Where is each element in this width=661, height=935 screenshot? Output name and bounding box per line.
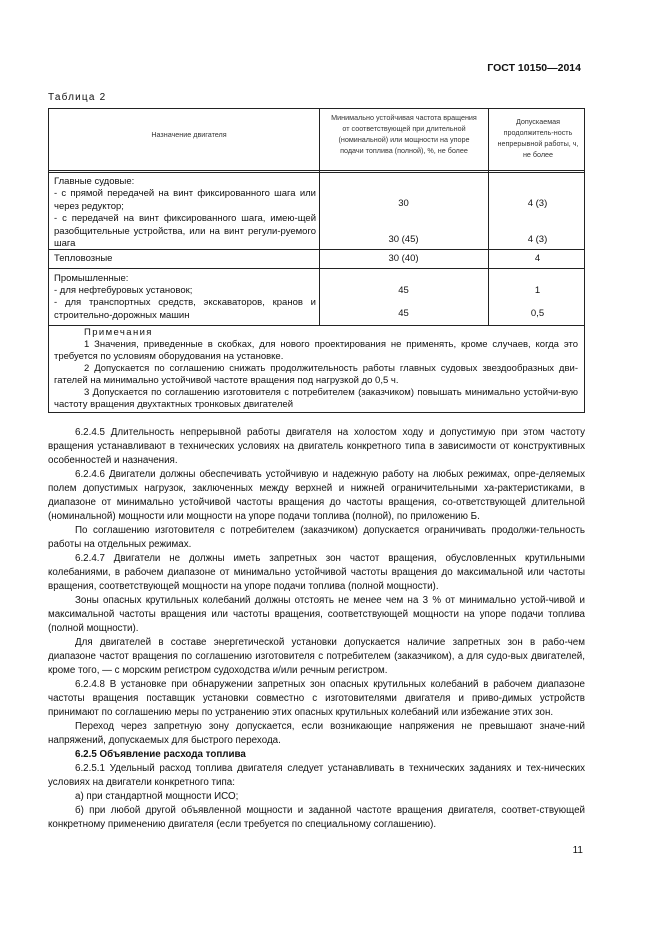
table-2 [48, 108, 585, 413]
list-item-a: а) при стандартной мощности ИСО; [75, 791, 239, 802]
para-transition: Переход через запретную зону допускается, если возникающие напряжения не превышают значе-ний напряжений, допускаемых для быстрого перехода. [48, 721, 585, 746]
table-rule [49, 268, 584, 269]
cell-ship-clutch-duration: 4 (3) [527, 234, 548, 245]
table-rule [49, 325, 584, 326]
body-text [48, 426, 585, 832]
cell-drilling-duration: 1 [534, 285, 541, 296]
col-header-duration: Допускаемая продолжитель-ность непрерывной работы, ч, не более [497, 117, 579, 159]
cell-transport-speed: 45 [398, 308, 409, 319]
row-industrial-title: Промышленные: [54, 273, 129, 284]
cell-transport-duration: 0,5 [530, 308, 545, 319]
para-6-2-4-6: 6.2.4.6 Двигатели должны обеспечивать устойчивую и надежную работу на любых режимах, опре-деляемых полем допустимых нагрузок, заключенных между верхней и нижней ограничительными ха-рактеристиками, в диапазоне от минимально устойчивой частоты вращения до частоты вращения, со-ответствующей длительной (номинальной) мощности или мощности на упоре подачи топлива (полной), по приложению Б. [48, 469, 585, 522]
note-1: 1 Значения, приведенные в скобках, для нового проектирования не применять, кроме случаев, когда это требуется по условиям оборудования на установке. [54, 339, 578, 363]
row-industrial-drilling: - для нефтебуровых установок; [54, 285, 193, 296]
para-danger-zones: Зоны опасных крутильных колебаний должны отстоять не менее чем на 3 % от минимально устой-чивой и максимальной частоты вращения или частоты вращения, соответствующей мощности на упоре подачи топлива (полной мощности). [48, 595, 585, 634]
cell-ship-clutch-speed: 30 (45) [388, 234, 419, 245]
row-locomotive: Тепловозные [54, 253, 113, 264]
col-header-purpose: Назначение двигателя [151, 130, 227, 139]
list-item-b: б) при любой другой объявленной мощности и заданной частоте вращения двигателя, соответ-ствующей конкретному применению двигателя (если требуется по специальному соглашению). [48, 805, 585, 830]
para-6-2-5-1: 6.2.5.1 Удельный расход топлива двигателя следует устанавливать в технических заданиях и тех-нических условиях на двигатели конкретного типа: [48, 763, 585, 788]
cell-ship-direct-speed: 30 [398, 198, 409, 209]
para-6-2-4-8: 6.2.4.8 В установке при обнаружении запретных зон опасных крутильных колебаний в рабочем диапазоне частоты вращения поставщик установки совместно с изготовителями двигателя и приво-димых устройств принимают по соглашению меры по устранению этих опасных крутильных колебаний или избежание этих зон. [48, 679, 585, 718]
note-2: 2 Допускается по соглашению снижать продолжительность работы главных судовых звездообразных дви-гателей на минимально устойчивой частоте вращения под нагрузкой до 0,5 ч. [54, 363, 578, 387]
para-6-2-4-5: 6.2.4.5 Длительность непрерывной работы двигателя на холостом ходу и допустимую при этом частоту вращения устанавливают в технических условиях на двигатель конкретного типа в зависимости от конструктивных особенностей и назначения. [48, 427, 585, 466]
table-rule [49, 172, 584, 173]
notes-title: Примечания [84, 327, 153, 338]
row-ship-title: Главные судовые: [54, 176, 135, 187]
para-6-2-4-7: 6.2.4.7 Двигатели не должны иметь запретных зон частот вращения, обусловленных крутильными колебаниями, в рабочем диапазоне от минимально устойчивой частоты вращения до максимальной или частоты вращения, соответствующей мощности на упоре подачи топлива (полной мощности). [48, 553, 585, 592]
section-heading-6-2-5: 6.2.5 Объявление расхода топлива [75, 749, 246, 760]
row-industrial-transport: - для транспортных средств, экскаваторов, кранов и строительно-дорожных машин [54, 297, 316, 321]
cell-loco-duration: 4 [534, 253, 541, 264]
table-caption: Таблица 2 [48, 92, 107, 103]
page-number: 11 [572, 845, 583, 856]
cell-drilling-speed: 45 [398, 285, 409, 296]
note-3: 3 Допускается по соглашению изготовителя с потребителем (заказчиком) повышать минимально устойчи-вую частоту вращения двухтактных тронковых двигателей [54, 387, 578, 411]
cell-loco-speed: 30 (40) [388, 253, 419, 264]
standard-number: ГОСТ 10150—2014 [487, 62, 581, 74]
cell-ship-direct-duration: 4 (3) [527, 198, 548, 209]
table-rule [49, 170, 584, 171]
col-header-min-speed: Минимально устойчивая частота вращения от соответствующей при длительной (номинальной) или мощности на упоре подачи топлива (полной), %, не более [331, 113, 477, 155]
para-energy-plant: Для двигателей в составе энергетической установки допускается наличие запретных зон в рабо-чем диапазоне частот вращения по соглашению изготовителя с потребителем (заказчиком), а для судо-вых двигателей, кроме того, — с морским регистром судоходства и/или речным регистром. [48, 637, 585, 676]
row-ship-direct: - с прямой передачей на винт фиксированного шага или через редуктор; [54, 188, 316, 212]
row-ship-clutch: - с передачей на винт фиксированного шага, имею-щей разобщительные устройства, или на винт регули-руемого шага [54, 213, 316, 250]
para-restrict: По соглашению изготовителя с потребителем (заказчиком) допускается ограничивать продолжи-тельность работы на отдельных режимах. [48, 525, 585, 550]
